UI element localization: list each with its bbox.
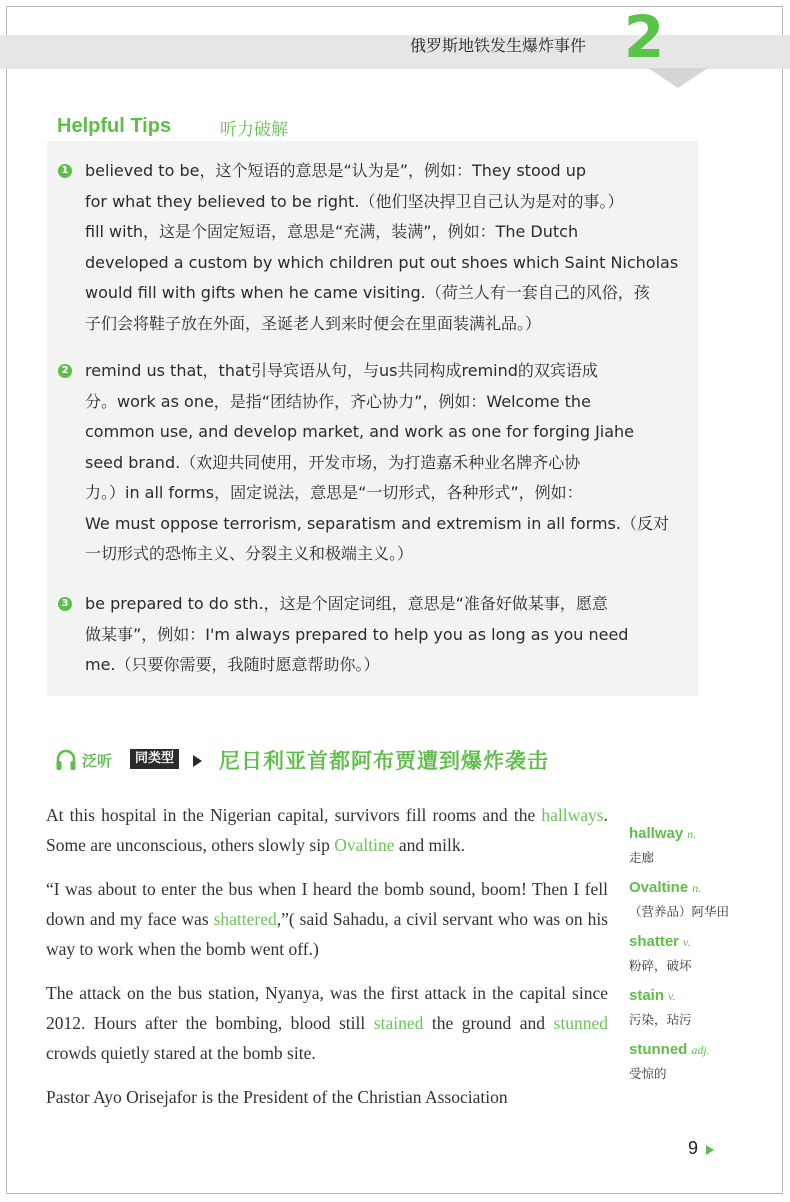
tip-line: developed a custom by which children put out shoes which Saint Nicholas: [85, 252, 679, 272]
passage-text: At this hospital in the Nigerian capital, survivors fill rooms and the: [46, 805, 542, 825]
triangle-right-icon: [193, 755, 202, 767]
tip-line: fill with，这是个固定短语，意思是“充满，装满”，例如：The Dutch: [85, 222, 579, 241]
tip-3: [85, 589, 691, 681]
glossary-word: hallway: [629, 825, 684, 842]
passage-paragraph: [46, 978, 608, 1068]
tip-line: be prepared to do sth.，这是个固定词组，意思是“准备好做某事，愿意: [85, 594, 608, 613]
tip-line: remind us that，that引导宾语从句，与us共同构成remind的双宾语成: [85, 361, 598, 380]
glossary-entry: [629, 1039, 769, 1082]
glossary-pos: n.: [692, 881, 702, 895]
triangle-right-icon: [706, 1145, 714, 1155]
tip-line: 子们会将鞋子放在外面，圣诞老人到来时便会在里面装满礼品。）: [85, 313, 542, 333]
highlighted-vocab: stunned: [553, 1013, 608, 1033]
tip-line: 一切形式的恐怖主义、分裂主义和极端主义。）: [85, 544, 414, 563]
passage-text: crowds quietly stared at the bomb site.: [46, 1043, 316, 1063]
chapter-number: 2: [623, 3, 665, 71]
tip-1: [85, 156, 691, 339]
highlighted-vocab: hallways: [541, 805, 604, 825]
passage-paragraph: [46, 1082, 608, 1112]
passage-text: . Some are unconscious, others slowly sip: [46, 805, 608, 855]
glossary-definition: 污染，玷污: [629, 1012, 692, 1027]
tip-line: common use, and develop market, and work as one for forging Jiahe: [85, 422, 635, 441]
tip-number-badge: 1: [58, 164, 72, 178]
glossary-word: stunned: [629, 1041, 688, 1058]
glossary-entry: [629, 877, 769, 920]
glossary-word: shatter: [629, 933, 680, 950]
glossary-word: stain: [629, 987, 665, 1004]
tip-line: 分。work as one，是指“团结协作，齐心协力”，例如：Welcome the: [85, 391, 591, 411]
glossary-entry: [629, 985, 769, 1028]
passage-text: the ground and: [423, 1013, 554, 1033]
chapter-arrow-icon: [648, 68, 708, 88]
tip-line: seed brand.（欢迎共同使用，开发市场，为打造嘉禾种业名牌齐心协: [85, 452, 581, 472]
highlighted-vocab: stained: [373, 1013, 424, 1033]
tip-line: 力。）in all forms，固定说法，意思是“一切形式，各种形式”，例如：: [85, 483, 583, 502]
passage-paragraph: [46, 800, 608, 860]
tip-line: 做某事”，例如：I'm always prepared to help you as long as you need: [85, 624, 629, 644]
page-number: 9: [688, 1138, 699, 1158]
highlighted-vocab: shattered: [213, 909, 277, 929]
glossary-pos: v.: [683, 935, 691, 949]
tip-line: would fill with gifts when he came visiting.（荷兰人有一套自己的风俗，孩: [85, 283, 650, 302]
glossary-pos: n.: [687, 827, 697, 841]
tips-subtitle: 听力破解: [220, 120, 288, 140]
glossary-definition: 走廊: [629, 850, 655, 865]
running-header-title: 俄罗斯地铁发生爆炸事件: [410, 36, 587, 55]
highlighted-vocab: Ovaltine: [334, 835, 395, 855]
section-label: 泛听: [82, 752, 113, 770]
tip-line: me.（只要你需要，我随时愿意帮助你。）: [85, 655, 380, 674]
headphones-icon: [55, 748, 77, 772]
section-title: 尼日利亚首都阿布贾遭到爆炸袭击: [219, 749, 549, 773]
glossary-entry: [629, 823, 769, 866]
glossary-definition: （营养品）阿华田: [629, 904, 730, 919]
tip-line: We must oppose terrorism, separatism and extremism in all forms.（反对: [85, 513, 669, 533]
tip-line: believed to be，这个短语的意思是“认为是”，例如：They stood up: [85, 161, 587, 180]
glossary-pos: adj.: [691, 1043, 710, 1057]
passage-text: The attack on the bus station, Nyanya, was the first attack in the capital since 2012. Hours after the bombing, blood still: [46, 983, 608, 1033]
section-tag: 同类型: [130, 749, 179, 769]
glossary-definition: 粉碎，破坏: [629, 958, 692, 973]
tip-2: [85, 356, 691, 570]
passage-text: “I was about to enter the bus when I heard the bomb sound, boom! Then I fell down and my face was: [46, 879, 608, 929]
glossary-definition: 受惊的: [629, 1066, 667, 1081]
passage-text: and milk.: [394, 835, 465, 855]
glossary-pos: v.: [668, 989, 676, 1003]
passage-paragraph: [46, 874, 608, 964]
tip-line: for what they believed to be right.（他们坚决捍卫自己认为是对的事。）: [85, 191, 624, 211]
glossary-word: Ovaltine: [629, 879, 689, 896]
tip-number-badge: 2: [58, 364, 72, 378]
passage-text: Pastor Ayo Orisejafor is the President of the Christian Association: [46, 1087, 508, 1107]
tips-title: Helpful Tips: [57, 115, 172, 137]
tip-number-badge: 3: [58, 597, 72, 611]
passage-text: ,”( said Sahadu, a civil servant who was on his way to work when the bomb went off.): [46, 909, 608, 959]
glossary-entry: [629, 931, 769, 974]
